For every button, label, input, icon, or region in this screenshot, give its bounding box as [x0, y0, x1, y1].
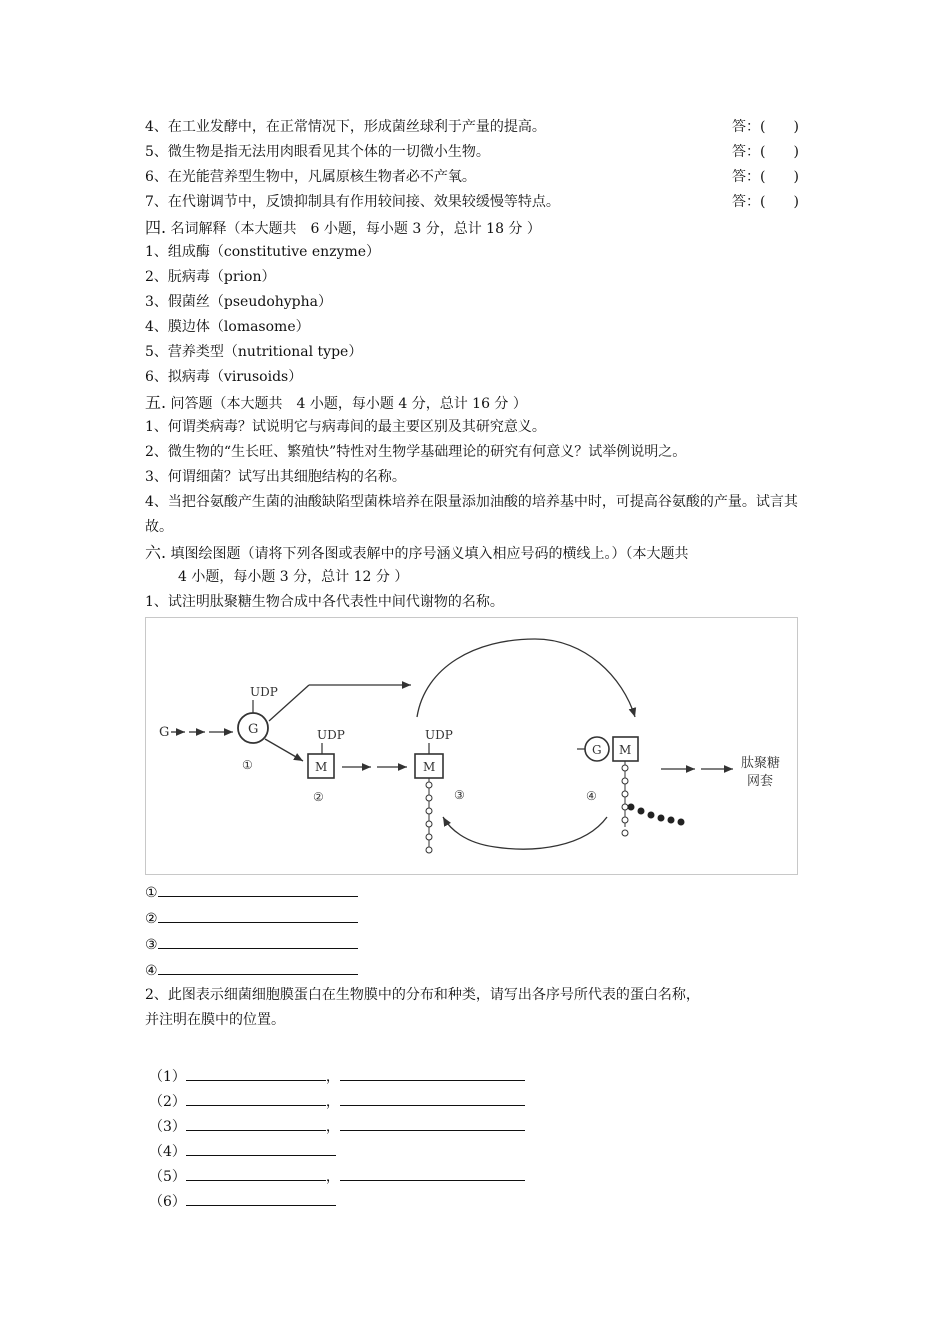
peptide-unit [622, 778, 628, 784]
answer-blank[interactable]: 答：( ) [732, 169, 799, 185]
answer-blank[interactable]: 答：( ) [732, 194, 799, 210]
answer-underline[interactable] [158, 957, 358, 975]
peptide-unit [622, 791, 628, 797]
q2-label: （5） [149, 1169, 186, 1185]
q2-sep: ， [325, 1119, 340, 1135]
muramic-label-3: M [619, 743, 632, 757]
question-item: 4、当把谷氨酸产生菌的油酸缺陷型菌株培养在限量添加油酸的培养基中时，可提高谷氨酸的产量。试言其故。 [145, 494, 798, 535]
term-item: 3、假菌丝（pseudohypha） [145, 294, 332, 310]
answer-marker: ④ [145, 963, 158, 979]
question-item: 2、微生物的“生长旺、繁殖快”特性对生物学基础理论的研究有何意义？试举例说明之。 [145, 444, 687, 460]
protein-name-blank[interactable] [186, 1088, 326, 1106]
muramic-label-2: M [423, 760, 436, 774]
position-blank[interactable] [340, 1113, 525, 1131]
protein-name-blank[interactable] [186, 1113, 326, 1131]
marker-4: ④ [586, 789, 597, 803]
udp-label-3: UDP [425, 728, 453, 742]
section-6-heading [145, 540, 815, 565]
q2-label: （2） [149, 1094, 186, 1110]
marker-1: ① [242, 758, 253, 772]
tf-item-text: 4、在工业发酵中，在正常情况下，形成菌丝球利于产量的提高。 [145, 119, 546, 135]
position-blank[interactable] [340, 1163, 525, 1181]
section-title: 名词解释（本大题共 6 小题，每小题 3 分，总计 18 分 ） [170, 221, 541, 237]
protein-name-blank[interactable] [186, 1063, 326, 1081]
tf-item-6 [145, 165, 815, 190]
protein-name-blank[interactable] [186, 1163, 326, 1181]
q2-answer-row-2[interactable] [145, 1088, 815, 1113]
peptide-unit [622, 817, 628, 823]
glucose-circle-label: G [248, 722, 259, 737]
bridge-unit [648, 812, 655, 819]
peptide-unit [426, 834, 432, 840]
q2-text-line2: 并注明在膜中的位置。 [145, 1012, 285, 1028]
peptide-unit [426, 795, 432, 801]
answer-line-2[interactable] [145, 905, 815, 931]
term-item: 1、组成酶（constitutive enzyme） [145, 244, 381, 260]
section-number: 四. [145, 218, 167, 237]
term-item: 4、膜边体（lomasome） [145, 319, 310, 335]
answer-marker: ② [145, 911, 158, 927]
tf-item-text: 5、微生物是指无法用肉眼看见其个体的一切微小生物。 [145, 144, 490, 160]
answer-blank[interactable]: 答：( ) [732, 119, 799, 135]
glucose-label: G [159, 725, 170, 740]
udp-label-1: UDP [250, 685, 278, 699]
bridge-unit [658, 815, 665, 822]
diagram-border [146, 618, 798, 875]
section-title: 填图绘图题（请将下列各图或表解中的序号涵义填入相应号码的横线上。）（本大题共 [170, 546, 689, 562]
answer-underline[interactable] [158, 879, 358, 897]
marker-2: ② [313, 790, 324, 804]
peptide-unit [622, 765, 628, 771]
q2-answer-row-4[interactable] [145, 1138, 815, 1163]
marker-3: ③ [454, 788, 465, 802]
q2-sep: ， [325, 1169, 340, 1185]
protein-name-blank[interactable] [186, 1138, 336, 1156]
product-label-1: 肽聚糖 [741, 756, 781, 771]
position-blank[interactable] [340, 1063, 525, 1081]
q2-sep: ， [325, 1094, 340, 1110]
glucose-circle-label-2: G [592, 743, 602, 757]
section-number: 六. [145, 543, 167, 562]
section-number: 五. [145, 393, 167, 412]
exam-page [145, 115, 815, 1213]
peptide-unit [426, 821, 432, 827]
bridge-unit [678, 819, 685, 826]
peptide-unit [426, 782, 432, 788]
q2-sep: ， [325, 1069, 340, 1085]
peptide-unit [622, 830, 628, 836]
answer-line-1[interactable] [145, 879, 815, 905]
tf-item-5 [145, 140, 815, 165]
diagram-svg [145, 617, 798, 875]
section-title: 问答题（本大题共 4 小题，每小题 4 分，总计 16 分 ） [170, 396, 527, 412]
muramic-label-1: M [315, 760, 328, 774]
position-blank[interactable] [340, 1088, 525, 1106]
answer-marker: ③ [145, 937, 158, 953]
section-4-heading [145, 215, 815, 240]
term-item: 6、拟病毒（virusoids） [145, 369, 303, 385]
bridge-unit [638, 808, 645, 815]
peptide-unit [426, 808, 432, 814]
answer-underline[interactable] [158, 931, 358, 949]
q2-label: （3） [149, 1119, 186, 1135]
answer-line-3[interactable] [145, 931, 815, 957]
product-label-2: 网套 [747, 774, 774, 789]
q2-label: （6） [149, 1194, 186, 1210]
q2-answer-row-5[interactable] [145, 1163, 815, 1188]
answer-underline[interactable] [158, 905, 358, 923]
q2-answer-row-6[interactable] [145, 1188, 815, 1213]
term-item: 2、朊病毒（prion） [145, 269, 276, 285]
q2-answer-row-3[interactable] [145, 1113, 815, 1138]
udp-label-2: UDP [317, 728, 345, 742]
diagram-question: 1、试注明肽聚糖生物合成中各代表性中间代谢物的名称。 [145, 594, 504, 610]
answer-line-4[interactable] [145, 957, 815, 983]
bridge-unit [668, 817, 675, 824]
answer-blank[interactable]: 答：( ) [732, 144, 799, 160]
tf-item-text: 7、在代谢调节中，反馈抑制具有作用较间接、效果较缓慢等特点。 [145, 194, 560, 210]
bridge-unit [628, 804, 635, 811]
term-item: 5、营养类型（nutritional type） [145, 344, 363, 360]
q2-label: （4） [149, 1144, 186, 1160]
q2-answer-row-1[interactable] [145, 1063, 815, 1088]
section-title-cont: 4 小题，每小题 3 分，总计 12 分 ） [178, 569, 409, 585]
question-item: 1、何谓类病毒？试说明它与病毒间的最主要区别及其研究意义。 [145, 419, 546, 435]
tf-item-text: 6、在光能营养型生物中，凡属原核生物者必不产氧。 [145, 169, 476, 185]
protein-name-blank[interactable] [186, 1188, 336, 1206]
section-5-heading [145, 390, 815, 415]
tf-item-4 [145, 115, 815, 140]
question-item: 3、何谓细菌？试写出其细胞结构的名称。 [145, 469, 406, 485]
peptide-unit [426, 847, 432, 853]
peptidoglycan-diagram [145, 617, 798, 875]
peptide-unit [622, 804, 628, 810]
answer-marker: ① [145, 885, 158, 901]
tf-item-7 [145, 190, 815, 215]
q2-text-line1: 2、此图表示细菌细胞膜蛋白在生物膜中的分布和种类，请写出各序号所代表的蛋白名称， [145, 987, 700, 1003]
q2-label: （1） [149, 1069, 186, 1085]
